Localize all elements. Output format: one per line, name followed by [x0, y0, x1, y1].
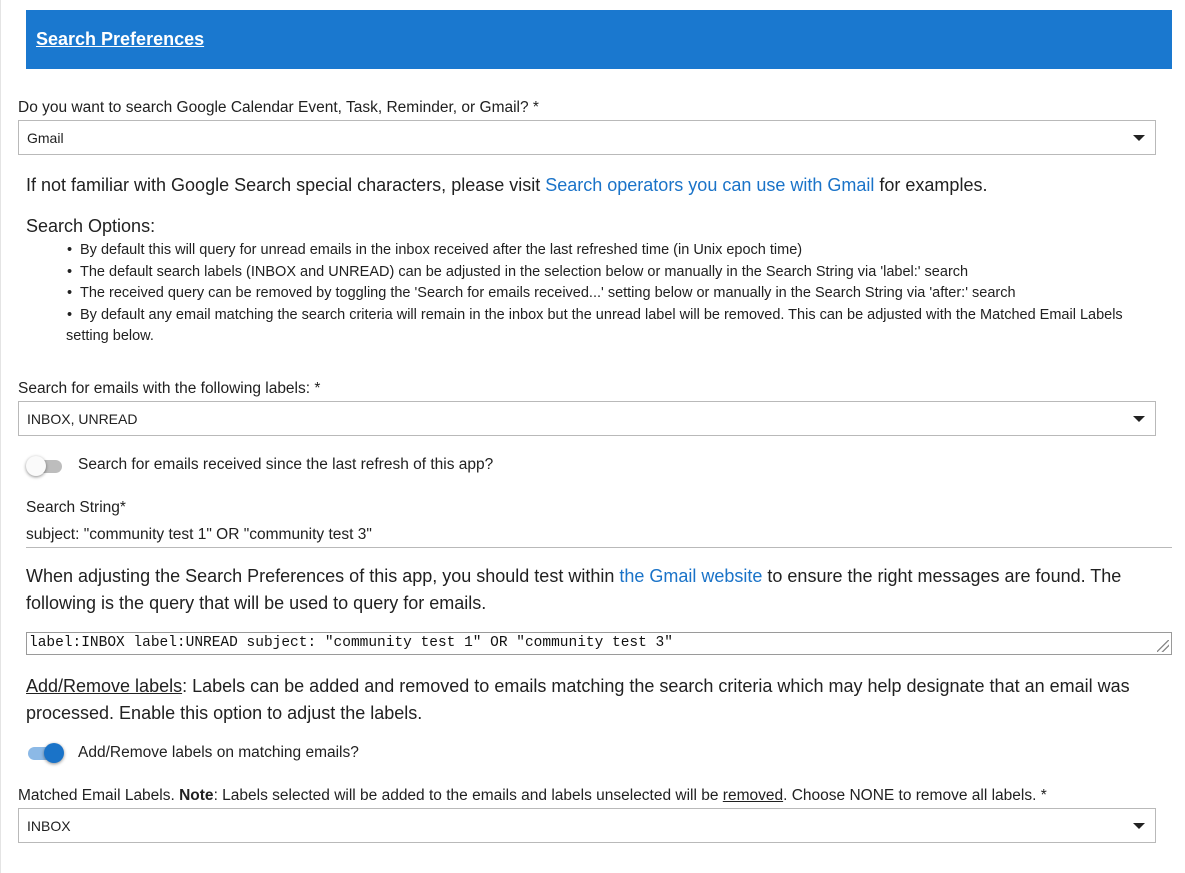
add-remove-help-text [26, 673, 1176, 727]
adjusting-line2: following is the query that will be used to query for emails. [26, 593, 487, 613]
search-help-prefix: If not familiar with Google Search special characters, please visit [26, 175, 546, 195]
labels-select-value: INBOX, UNREAD [27, 410, 138, 427]
matched-note: Note [179, 787, 214, 804]
add-remove-heading: Add/Remove labels [26, 676, 183, 696]
add-remove-labels-label: Add/Remove labels on matching emails? [78, 744, 359, 761]
page-left-border [0, 0, 1, 873]
chevron-down-icon [1133, 823, 1145, 829]
matched-labels-select[interactable] [18, 808, 1156, 843]
add-remove-text1: : Labels can be added and removed to emails matching the search criteria which may help designate that an email was [182, 676, 1130, 696]
matched-labels-value: INBOX [27, 817, 71, 834]
search-operators-link[interactable]: Search operators you can use with Gmail [545, 175, 875, 195]
search-options-list [66, 240, 1166, 326]
matched-removed: removed [722, 787, 784, 804]
adjusting-prefix: When adjusting the Search Preferences of this app, you should test within [26, 566, 620, 586]
adjusting-help-text [26, 563, 1172, 617]
matched-suffix: . Choose NONE to remove all labels. * [783, 787, 1047, 804]
chevron-down-icon [1133, 135, 1145, 141]
received-since-label: Search for emails received since the last refresh of this app? [78, 456, 494, 473]
toggle-knob [26, 456, 46, 476]
search-preferences-link[interactable]: Search Preferences [36, 29, 205, 49]
list-item: • The received query can be removed by toggling the 'Search for emails received...' setting below or manually in the Search String via 'after:' search [66, 283, 1166, 305]
matched-labels-label [18, 787, 1047, 805]
list-item-continuation: setting below. [66, 328, 154, 344]
gmail-website-link[interactable]: the Gmail website [619, 566, 763, 586]
query-text: label:INBOX label:UNREAD subject: "community test 1" OR "community test 3" [29, 635, 673, 651]
search-type-select[interactable] [18, 120, 1156, 155]
add-remove-labels-toggle[interactable] [26, 741, 64, 765]
labels-select-label: Search for emails with the following labels: * [18, 380, 321, 397]
search-type-label: Do you want to search Google Calendar Event, Task, Reminder, or Gmail? * [18, 99, 539, 116]
section-header [26, 10, 1172, 69]
list-item: • The default search labels (INBOX and UNREAD) can be adjusted in the selection below or manually in the Search String via 'label:' search [66, 262, 1166, 284]
toggle-knob [44, 743, 64, 763]
received-since-toggle[interactable] [26, 454, 64, 478]
chevron-down-icon [1133, 416, 1145, 422]
search-type-value: Gmail [27, 129, 64, 146]
search-help-text [26, 172, 987, 199]
search-help-suffix: for examples. [874, 175, 988, 195]
list-item: • By default this will query for unread emails in the inbox received after the last refreshed time (in Unix epoch time) [66, 240, 1166, 262]
list-item: • By default any email matching the search criteria will remain in the inbox but the unread label will be removed. This can be adjusted with the Matched Email Labels [66, 305, 1166, 327]
adjusting-suffix: to ensure the right messages are found. The [762, 566, 1122, 586]
add-remove-text2: processed. Enable this option to adjust the labels. [26, 703, 423, 723]
query-textarea[interactable] [26, 632, 1172, 655]
search-string-input[interactable] [26, 522, 1172, 548]
matched-prefix: Matched Email Labels. [18, 787, 180, 804]
search-string-label: Search String* [26, 499, 126, 516]
resize-grip-icon[interactable] [1157, 640, 1169, 652]
search-options-title: Search Options: [26, 216, 156, 236]
matched-middle: : Labels selected will be added to the emails and labels unselected will be [213, 787, 723, 804]
labels-select[interactable] [18, 401, 1156, 436]
